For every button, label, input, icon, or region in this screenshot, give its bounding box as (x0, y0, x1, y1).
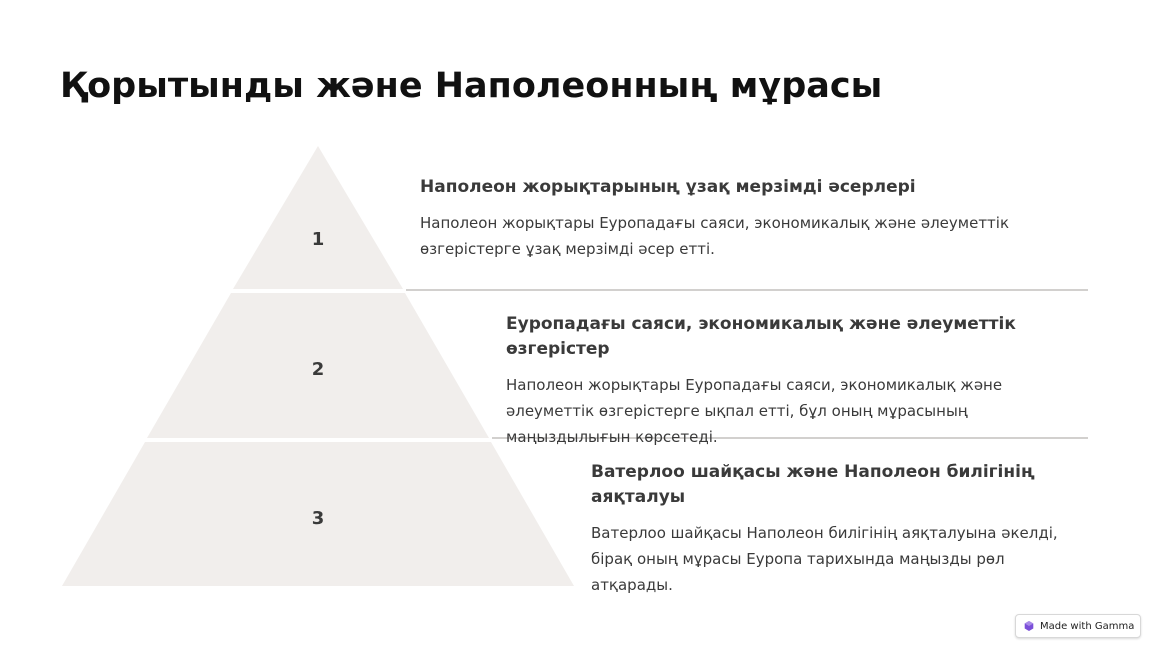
tier-text-3: Ватерлоо шайқасы Наполеон билігінің аяқталуына әкелді, бірақ оның мұрасы Еуропа тарихында маңызды рөл атқарады. (591, 524, 1058, 594)
tier-heading-1: Наполеон жорықтарының ұзақ мерзімді әсерлері (420, 177, 916, 197)
tier-divider-1 (406, 289, 1088, 291)
tier-number-2: 2 (311, 359, 325, 380)
badge-label: Made with Gamma (1040, 620, 1135, 632)
page-title: Қорытынды және Наполеонның мұрасы (60, 66, 883, 106)
made-with-gamma-badge[interactable] (1015, 614, 1141, 638)
tier-heading-3: Ватерлоо шайқасы және Наполеон билігінің аяқталуы (591, 462, 1035, 507)
tier-block-3 (591, 460, 1061, 598)
pyramid-tier-1 (233, 146, 403, 289)
tier-text-2: Наполеон жорықтары Еуропадағы саяси, экономикалық және әлеуметтік өзгерістерге ықпал етті, бұл оның мұрасының маңыздылығын көрсетеді. (506, 376, 1003, 446)
tier-number-1: 1 (311, 229, 325, 250)
tier-text-1: Наполеон жорықтары Еуропадағы саяси, экономикалық және әлеуметтік өзгерістерге ұзақ мерзімді әсер етті. (420, 214, 1010, 258)
tier-number-3: 3 (311, 508, 325, 529)
tier-block-2 (506, 312, 1086, 450)
tier-heading-2: Еуропадағы саяси, экономикалық және әлеуметтік өзгерістер (506, 314, 1016, 359)
gamma-logo-icon (1024, 621, 1034, 631)
tier-block-1 (420, 175, 1060, 262)
